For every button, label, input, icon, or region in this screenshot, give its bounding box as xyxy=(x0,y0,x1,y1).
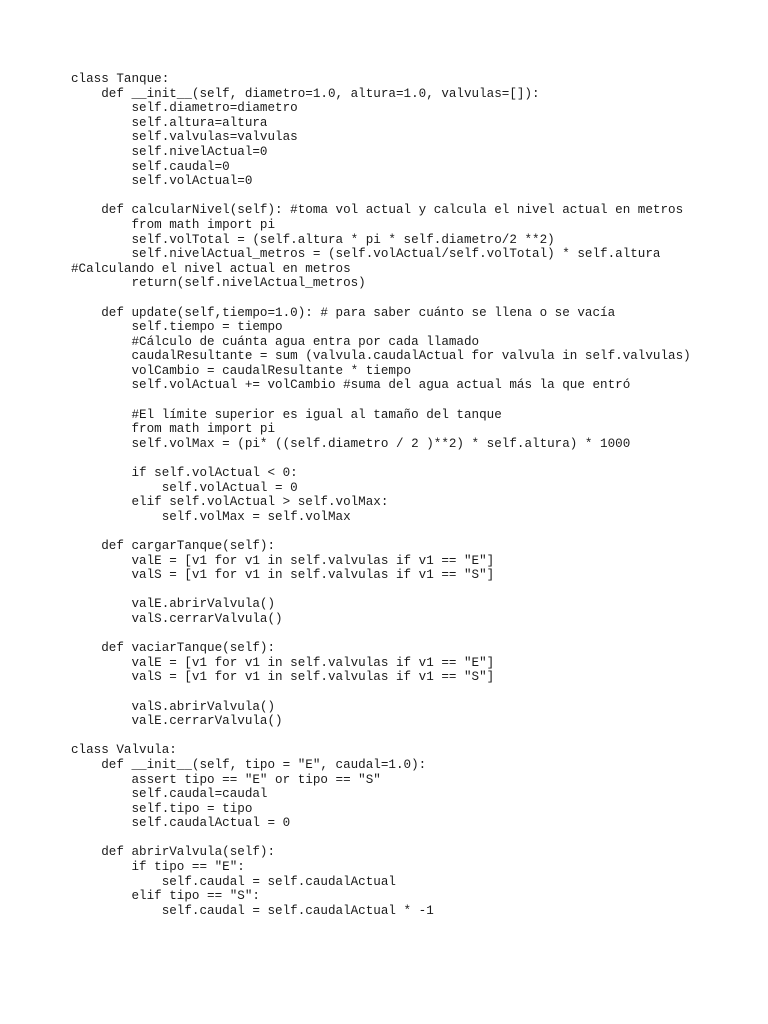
code-line: def vaciarTanque(self): xyxy=(71,641,276,656)
code-line: self.caudal=caudal xyxy=(71,787,268,802)
code-line: self.diametro=diametro xyxy=(71,101,298,116)
code-line: self.volTotal = (self.altura * pi * self.diametro/2 **2) xyxy=(71,232,555,247)
code-line: return(self.nivelActual_metros) xyxy=(71,276,366,291)
code-line: self.volMax = (pi* ((self.diametro / 2 )**2) * self.altura) * 1000 xyxy=(71,436,631,451)
code-line: def __init__(self, tipo = "E", caudal=1.0): xyxy=(71,757,427,772)
code-line: caudalResultante = sum (valvula.caudalActual for valvula in self.valvulas) xyxy=(71,349,691,364)
code-line: self.caudal = self.caudalActual xyxy=(71,874,396,889)
code-line: valE = [v1 for v1 in self.valvulas if v1 == "E"] xyxy=(71,655,495,670)
code-line: valS = [v1 for v1 in self.valvulas if v1 == "S"] xyxy=(71,670,495,685)
code-line: class Tanque: xyxy=(71,72,170,86)
code-line: self.caudal=0 xyxy=(71,159,230,174)
code-line: from math import pi xyxy=(71,217,276,232)
code-line: assert tipo == "E" or tipo == "S" xyxy=(71,772,381,787)
blank-line xyxy=(71,524,691,539)
code-line: valE = [v1 for v1 in self.valvulas if v1 == "E"] xyxy=(71,553,495,568)
code-line: #Calculando el nivel actual en metros xyxy=(71,261,351,276)
blank-line xyxy=(71,831,691,846)
code-line: if self.volActual < 0: xyxy=(71,466,298,481)
code-line: valS.cerrarValvula() xyxy=(71,611,283,626)
code-line: self.tiempo = tiempo xyxy=(71,320,283,335)
code-line: #Cálculo de cuánta agua entra por cada llamado xyxy=(71,334,480,349)
code-line: self.caudalActual = 0 xyxy=(71,816,291,831)
code-line: self.altura=altura xyxy=(71,115,268,130)
code-line: def calcularNivel(self): #toma vol actual y calcula el nivel actual en metros xyxy=(71,203,684,218)
code-line: self.volActual=0 xyxy=(71,174,253,189)
code-line: valE.abrirValvula() xyxy=(71,597,276,612)
code-line: self.caudal = self.caudalActual * -1 xyxy=(71,903,434,918)
code-line: from math import pi xyxy=(71,422,276,437)
blank-line xyxy=(71,729,691,744)
blank-line xyxy=(71,189,691,204)
code-line: #El límite superior es igual al tamaño del tanque xyxy=(71,407,502,422)
blank-line xyxy=(71,583,691,598)
code-line: self.nivelActual=0 xyxy=(71,144,268,159)
code-line: class Valvula: xyxy=(71,743,177,758)
code-line: self.nivelActual_metros = (self.volActual/self.volTotal) * self.altura xyxy=(71,247,661,262)
code-line: valS = [v1 for v1 in self.valvulas if v1 == "S"] xyxy=(71,568,495,583)
blank-line xyxy=(71,451,691,466)
code-line: valE.cerrarValvula() xyxy=(71,714,283,729)
blank-line xyxy=(71,393,691,408)
code-line: self.tipo = tipo xyxy=(71,801,253,816)
code-line: self.volActual = 0 xyxy=(71,480,298,495)
code-line: valS.abrirValvula() xyxy=(71,699,276,714)
code-line: elif tipo == "S": xyxy=(71,889,260,904)
code-line: elif self.volActual > self.volMax: xyxy=(71,495,389,510)
code-line: self.volActual += volCambio #suma del agua actual más la que entró xyxy=(71,378,631,393)
blank-line xyxy=(71,685,691,700)
code-line: self.volMax = self.volMax xyxy=(71,509,351,524)
code-block xyxy=(71,72,691,918)
blank-line xyxy=(71,291,691,306)
code-line: if tipo == "E": xyxy=(71,860,245,875)
code-line: self.valvulas=valvulas xyxy=(71,130,298,145)
code-line: def update(self,tiempo=1.0): # para saber cuánto se llena o se vacía xyxy=(71,305,616,320)
code-line: def cargarTanque(self): xyxy=(71,539,276,553)
blank-line xyxy=(71,627,691,642)
code-line: def __init__(self, diametro=1.0, altura=1.0, valvulas=[]): xyxy=(71,86,540,101)
code-line: volCambio = caudalResultante * tiempo xyxy=(71,363,412,378)
code-line: def abrirValvula(self): xyxy=(71,845,276,860)
